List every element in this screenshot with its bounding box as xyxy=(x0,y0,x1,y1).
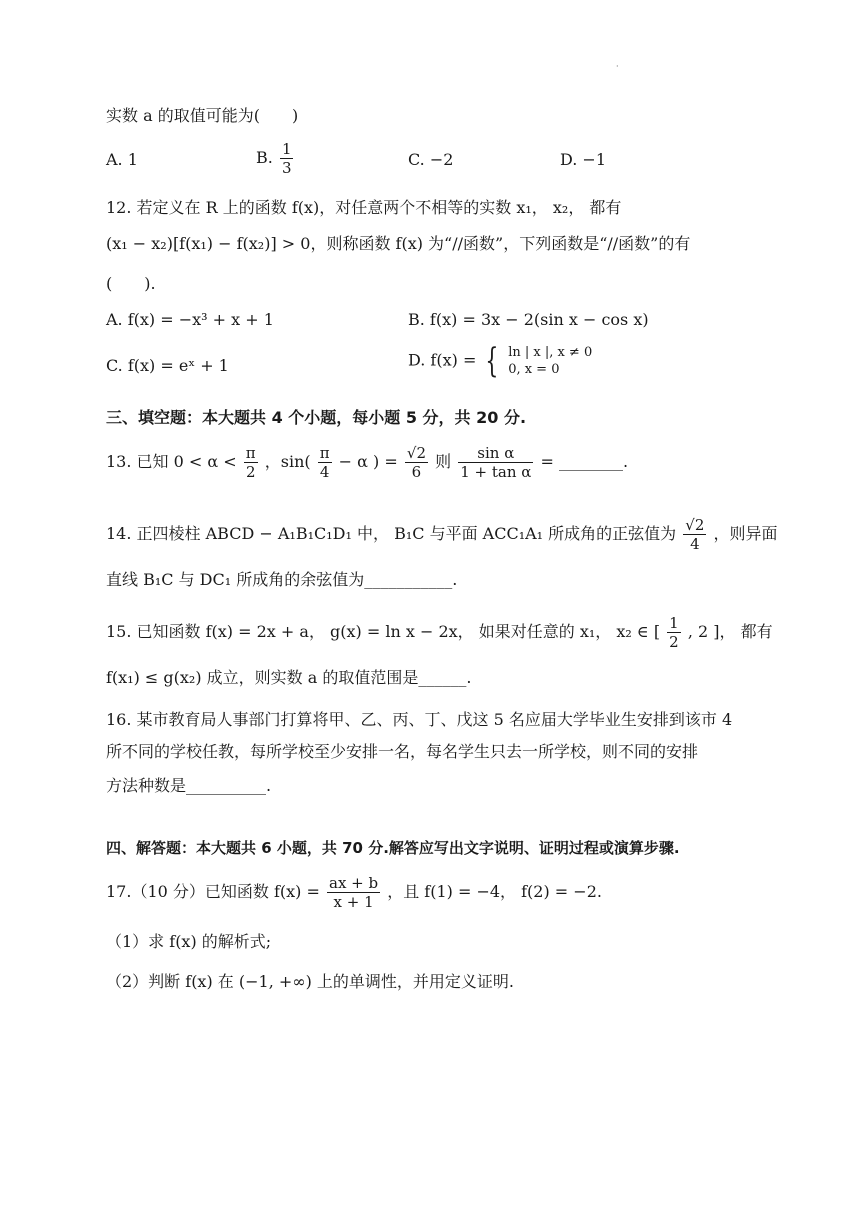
fraction-numerator: sin α xyxy=(458,444,533,463)
q11-option-a: A. 1 xyxy=(106,150,138,169)
q13-suffix: = ________. xyxy=(540,452,629,471)
q12-option-d-label: D. f(x) = xyxy=(408,350,477,370)
q16-line-3: 方法种数是__________. xyxy=(106,776,272,795)
q14-line-2: 直线 B₁C 与 DC₁ 所成角的余弦值为___________. xyxy=(106,570,458,589)
q11-stem-tail: 实数 a 的取值可能为( ) xyxy=(106,106,299,125)
q13-line xyxy=(106,444,628,481)
section-3-heading: 三、填空题：本大题共 4 个小题，每小题 5 分，共 20 分. xyxy=(106,408,527,427)
fraction-denominator: 4 xyxy=(690,535,700,553)
fraction-denominator: x + 1 xyxy=(333,893,374,911)
q14-line-1 xyxy=(106,516,778,553)
fraction-numerator: √2 xyxy=(685,516,705,534)
q16-line-1: 16. 某市教育局人事部门打算将甲、乙、丙、丁、戊这 5 名应届大学毕业生安排到该市 4 xyxy=(106,710,733,729)
q11-option-c: C. −2 xyxy=(408,150,454,169)
fraction-denominator: 4 xyxy=(319,463,330,481)
q14-text-b: ，则异面 xyxy=(713,524,778,543)
q15-fraction xyxy=(667,614,681,651)
fraction-denominator: 2 xyxy=(245,463,256,481)
q11-option-b xyxy=(256,140,295,177)
case-2: 0, x = 0 xyxy=(508,362,560,377)
q12-option-d xyxy=(408,341,593,381)
q13-fraction-pi-4 xyxy=(318,444,332,481)
q13-fraction-pi-2 xyxy=(244,444,258,481)
q14-text-a: 14. 正四棱柱 ABCD − A₁B₁C₁D₁ 中， B₁C 与平面 ACC₁A₁ 所成角的正弦值为 xyxy=(106,524,677,543)
q14-fraction xyxy=(683,516,706,553)
fraction-numerator: 1 xyxy=(669,614,679,632)
q11-option-b-fraction xyxy=(280,140,294,177)
q17-part-1: （1）求 f(x) 的解析式; xyxy=(106,932,272,951)
fraction-numerator: √2 xyxy=(406,444,426,462)
q17-fraction xyxy=(327,874,380,911)
q12-line-1: 12. 若定义在 R 上的函数 f(x)，对任意两个不相等的实数 x₁， x₂， 都有 xyxy=(106,198,622,217)
q17-part-2: （2）判断 f(x) 在 (−1, +∞) 上的单调性，并用定义证明. xyxy=(106,972,515,991)
fraction-denominator: 3 xyxy=(281,159,292,177)
q17-suffix: ，且 f(1) = −4， f(2) = −2. xyxy=(387,882,602,901)
fraction-numerator: π xyxy=(319,444,330,462)
q16-line-2: 所不同的学校任教，每所学校至少安排一名，每名学生只去一所学校，则不同的安排 xyxy=(106,742,699,761)
q17-prefix: 17.（10 分）已知函数 f(x) = xyxy=(106,882,320,901)
q11-option-d: D. −1 xyxy=(560,150,607,169)
q13-fraction-sqrt2-6 xyxy=(405,444,428,481)
fraction-denominator: 1 + tan α xyxy=(460,463,532,481)
q12-option-c: C. f(x) = eˣ + 1 xyxy=(106,356,229,375)
q12-option-b: B. f(x) = 3x − 2(sin x − cos x) xyxy=(408,310,649,329)
q13-mid-3: 则 xyxy=(435,452,452,471)
q13-fraction-expression xyxy=(458,444,533,481)
q11-option-b-label: B. xyxy=(256,148,273,167)
q17-line-1 xyxy=(106,874,602,911)
fraction-numerator: 1 xyxy=(281,140,292,158)
q13-mid-2: − α ) = xyxy=(338,452,398,471)
q15-line-2: f(x₁) ≤ g(x₂) 成立，则实数 a 的取值范围是______. xyxy=(106,668,472,687)
piecewise-cases xyxy=(508,344,592,378)
case-1: ln | x |, x ≠ 0 xyxy=(508,345,593,360)
section-4-heading: 四、解答题：本大题共 6 小题，共 70 分.解答应写出文字说明、证明过程或演算步骤. xyxy=(106,839,680,857)
q15-text-a: 15. 已知函数 f(x) = 2x + a， g(x) = ln x − 2x， 如果对任意的 x₁， x₂ ∈ [ xyxy=(106,622,661,641)
q13-prefix: 13. 已知 0 < α < xyxy=(106,452,237,471)
left-brace-icon: { xyxy=(485,341,499,381)
page-mark: · xyxy=(616,62,619,71)
q13-mid: ，sin( xyxy=(264,452,311,471)
fraction-denominator: 6 xyxy=(411,463,422,481)
fraction-denominator: 2 xyxy=(669,633,679,651)
fraction-numerator: ax + b xyxy=(329,874,379,892)
q15-line-1 xyxy=(106,614,773,651)
q12-option-a: A. f(x) = −x³ + x + 1 xyxy=(106,310,274,329)
q15-text-b: , 2 ]， 都有 xyxy=(687,622,773,641)
fraction-numerator: π xyxy=(245,444,256,462)
q12-line-3: ( ). xyxy=(106,274,156,293)
q12-line-2: (x₁ − x₂)[f(x₁) − f(x₂)] > 0，则称函数 f(x) 为“//函数”，下列函数是“//函数”的有 xyxy=(106,234,691,253)
